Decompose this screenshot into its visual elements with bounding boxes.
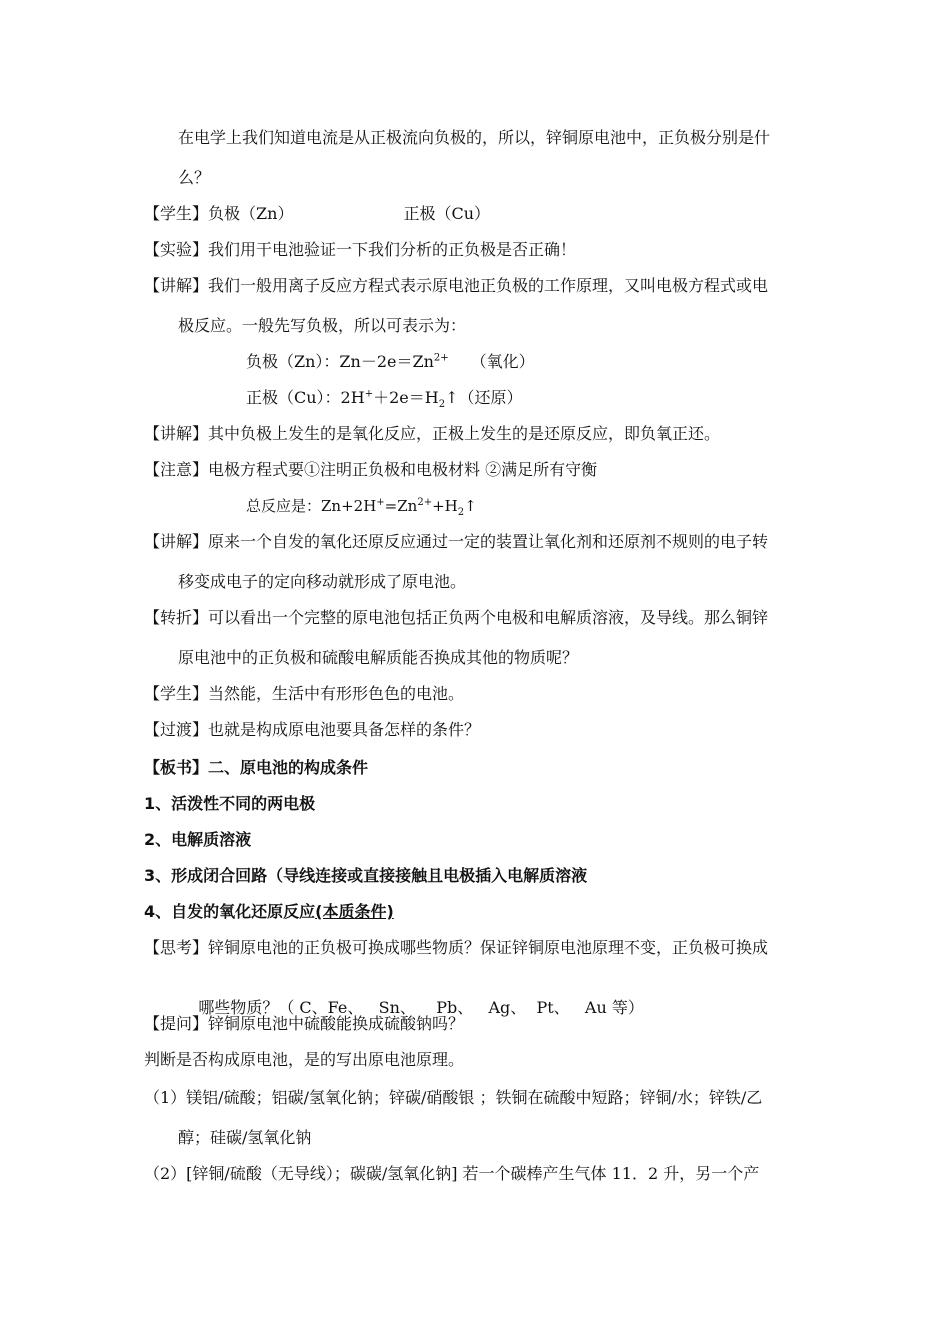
- condition-3: 3、形成闭合回路（导线连接或直接接触且电极插入电解质溶液: [144, 866, 588, 885]
- lecture-tag: 【讲解】: [144, 532, 209, 551]
- total-reaction: 总反应是：$Zn+2H^+=Zn^{2+}+H_2↑$: [246, 497, 477, 518]
- turn-line2: 原电池中的正负极和硫酸电解质能否换成其他的物质呢？: [178, 648, 579, 667]
- condition-1: 1、活泼性不同的两电极: [144, 794, 316, 813]
- question-tag: 【提问】: [144, 1014, 209, 1033]
- paragraph-intro-line1: 在电学上我们知道电流是从正极流向负极的，所以，锌铜原电池中，正负极分别是什: [178, 128, 771, 147]
- think-line1: 【思考】锌铜原电池的正负极可换成哪些物质？保证锌铜原电池原理不变，正负极可换成: [144, 938, 769, 957]
- question-line: 【提问】锌铜原电池中硫酸能换成硫酸钠吗？: [144, 1014, 465, 1033]
- student-answer-2: 【学生】当然能，生活中有形形色色的电池。: [144, 684, 465, 703]
- exercise-1-line1: （1）镁铝/硫酸；铝碳/氢氧化钠；锌碳/硝酸银 ；铁铜在硫酸中短路；锌铜/水；锌铁/乙: [144, 1088, 763, 1107]
- transition-line: 【过渡】也就是构成原电池要具备怎样的条件？: [144, 720, 481, 739]
- exercise-2-line1: （2）[锌铜/硫酸（无导线）；碳碳/氢氧化钠] 若一个碳棒产生气体 11．2 升，另一个产: [144, 1164, 760, 1183]
- condition-2: 2、电解质溶液: [144, 830, 252, 849]
- lecture-tag: 【讲解】: [144, 276, 209, 295]
- think-line2: 哪些物质？（ C、Fe、 Sn、 Pb、 Ag、 Pt、 Au 等）: [198, 998, 644, 1017]
- student-tag: 【学生】: [144, 204, 209, 223]
- lecture-2-line: 【讲解】其中负极上发生的是氧化反应，正极上发生的是还原反应，即负氧正还。: [144, 424, 721, 443]
- experiment-line: 【实验】我们用干电池验证一下我们分析的正负极是否正确！: [144, 240, 577, 259]
- student-tag: 【学生】: [144, 684, 209, 703]
- negative-electrode-label: 负极（Zn）: [208, 204, 294, 223]
- lecture-3-line1: 【讲解】原来一个自发的氧化还原反应通过一定的装置让氧化剂和还原剂不规则的电子转: [144, 532, 769, 551]
- board-tag: 【板书】: [144, 758, 209, 777]
- board-heading: 【板书】二、原电池的构成条件: [144, 758, 369, 777]
- equation-negative: 负极（Zn）：$Zn-2e=Zn^{2+}$ （氧化）: [246, 352, 535, 371]
- essential-condition-note: (本质条件): [315, 902, 394, 921]
- positive-electrode-label: 正极（Cu）: [403, 204, 491, 223]
- condition-4: 4、自发的氧化还原反应(本质条件): [144, 902, 394, 921]
- lecture-1-line2: 极反应。一般先写负极，所以可表示为：: [178, 316, 467, 335]
- transition-tag: 【过渡】: [144, 720, 209, 739]
- turn-tag: 【转折】: [144, 608, 209, 627]
- turn-line1: 【转折】可以看出一个完整的原电池包括正负两个电极和电解质溶液，及导线。那么铜锌: [144, 608, 769, 627]
- experiment-tag: 【实验】: [144, 240, 209, 259]
- paragraph-intro-line2: 么？: [178, 168, 211, 187]
- exercise-1-line2: 醇；硅碳/氢氧化钠: [178, 1128, 312, 1147]
- student-answer-1: [144, 204, 490, 224]
- think-tag: 【思考】: [144, 938, 209, 957]
- judge-line: 判断是否构成原电池，是的写出原电池原理。: [144, 1050, 465, 1069]
- equation-positive: 正极（Cu）：$2H^++2e=H_2↑$（还原）: [246, 388, 523, 411]
- lecture-tag: 【讲解】: [144, 424, 209, 443]
- note-line: 【注意】电极方程式要①注明正负极和电极材料 ②满足所有守衡: [144, 460, 598, 479]
- note-tag: 【注意】: [144, 460, 209, 479]
- lecture-3-line2: 移变成电子的定向移动就形成了原电池。: [178, 572, 467, 591]
- lecture-1-line1: 【讲解】我们一般用离子反应方程式表示原电池正负极的工作原理，又叫电极方程式或电: [144, 276, 769, 295]
